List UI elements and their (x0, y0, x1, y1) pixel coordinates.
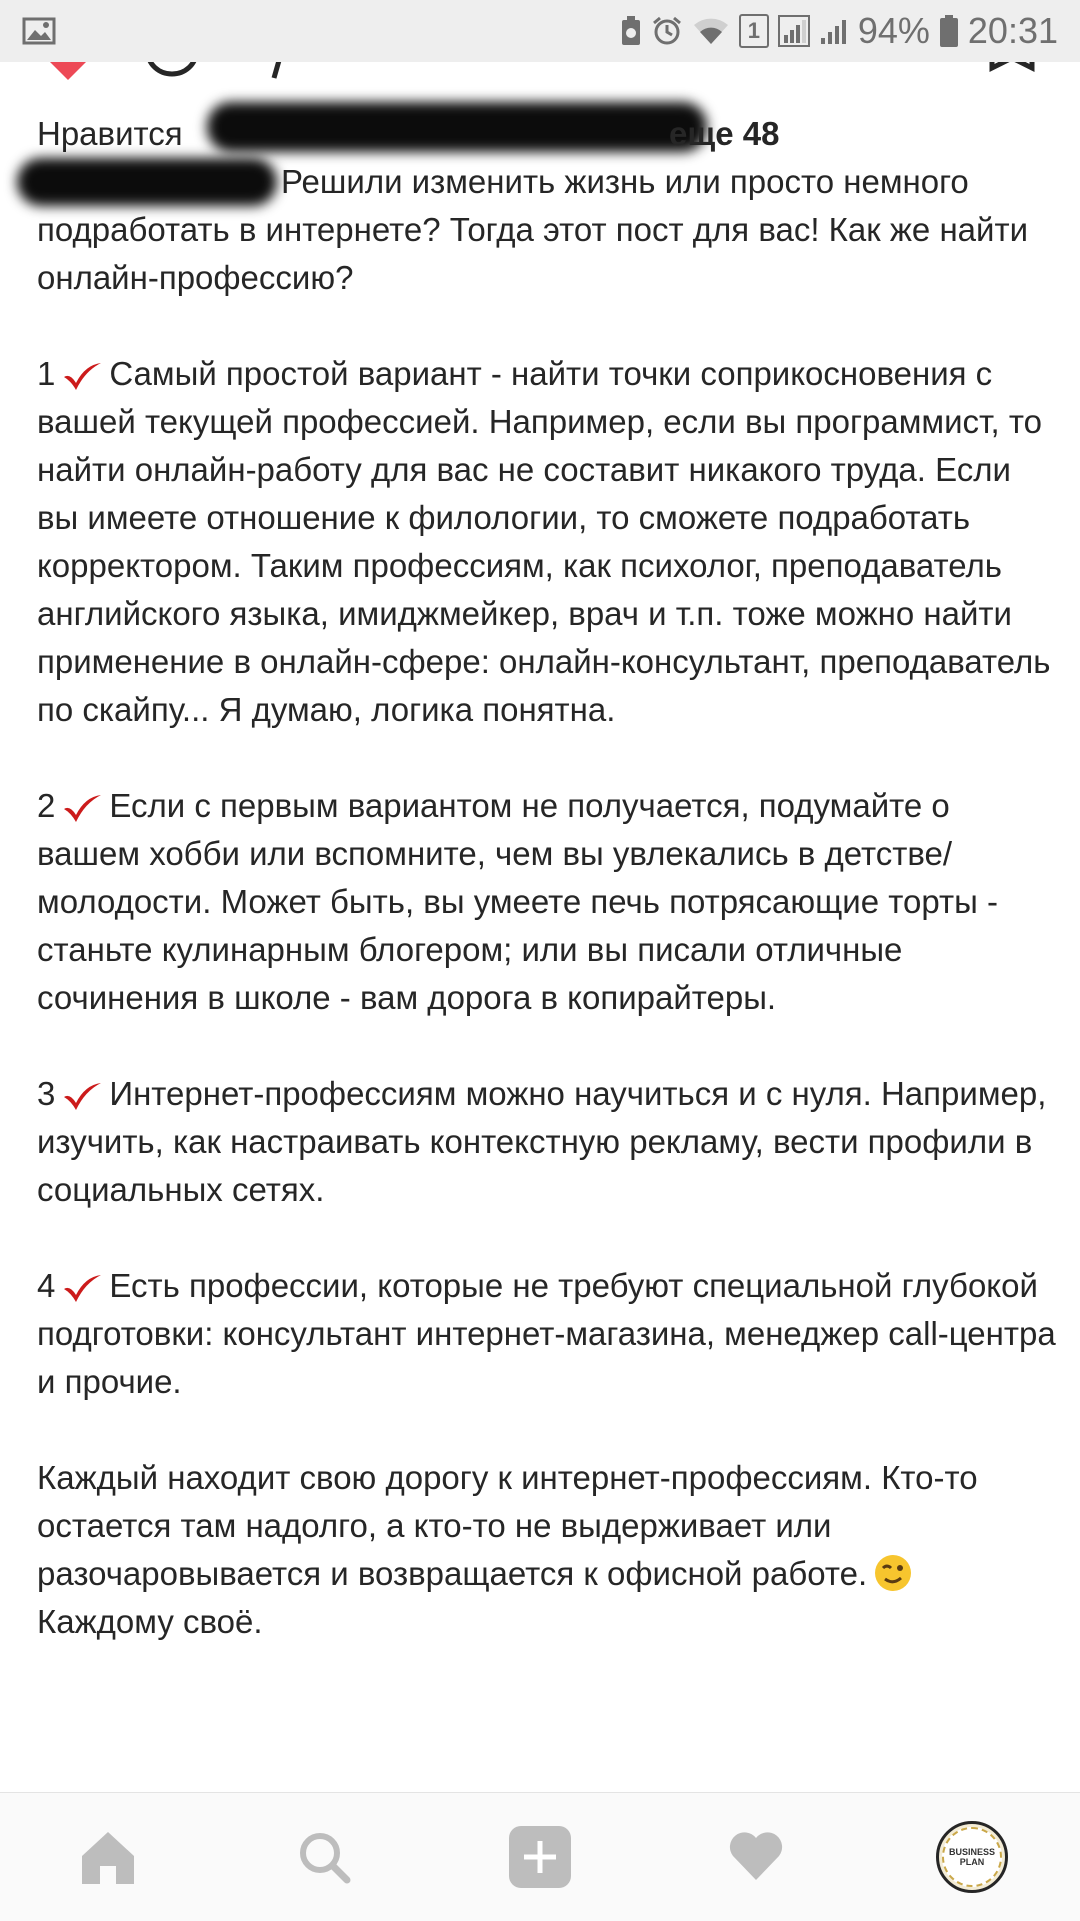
gallery-icon (22, 17, 56, 45)
check-mark-icon (61, 793, 103, 823)
like-heart-icon[interactable] (42, 62, 94, 80)
point-number: 4 (37, 1267, 56, 1304)
point-text: Интернет-профессиям можно научиться и с нуля. Например, изучить, как настраивать контекстную рекламу, вести профили в социальных сетях. (37, 1075, 1047, 1208)
activity-heart-icon (728, 1832, 784, 1882)
check-mark-icon (61, 1273, 103, 1303)
status-bar (0, 0, 1080, 62)
battery-saver-icon (620, 15, 642, 47)
redacted-usernames (207, 102, 707, 152)
nav-profile[interactable] (912, 1807, 1032, 1907)
list-item (37, 1070, 1057, 1214)
signal-icon (819, 16, 849, 46)
new-post-icon (509, 1826, 571, 1888)
list-item (37, 782, 1057, 1022)
wifi-icon (692, 16, 730, 46)
likes-line[interactable] (37, 110, 1057, 158)
list-item (37, 1262, 1057, 1406)
closing-last-line: Каждому своё. (37, 1603, 263, 1640)
nav-activity[interactable] (696, 1807, 816, 1907)
post-caption (37, 110, 1057, 1646)
point-number: 3 (37, 1075, 56, 1112)
bookmark-icon[interactable] (988, 62, 1036, 82)
profile-avatar (936, 1821, 1008, 1893)
point-text: Если с первым вариантом не получается, подумайте о вашем хобби или вспомните, чем вы увлекались в детстве/молодости. Может быть, вы умеете печь потрясающие торты - станьте кулинарным блогером; или вы писали отличные сочинения в школе - вам дорога в копирайтеры. (37, 787, 998, 1016)
home-icon (80, 1830, 136, 1884)
avatar-logo: BUSINESS PLAN (942, 1827, 1002, 1887)
check-mark-icon (61, 1081, 103, 1111)
check-mark-icon (61, 361, 103, 391)
nav-home[interactable] (48, 1807, 168, 1907)
battery-percent: 94% (857, 10, 930, 51)
likes-prefix: Нравится (37, 115, 183, 152)
nav-new-post[interactable] (480, 1807, 600, 1907)
caption-intro (37, 158, 1057, 302)
point-number: 2 (37, 787, 56, 824)
point-text: Есть профессии, которые не требуют специальной глубокой подготовки: консультант интернет-магазина, менеджер call-центра и прочие. (37, 1267, 1056, 1400)
alarm-icon (651, 15, 683, 47)
search-icon (297, 1830, 351, 1884)
battery-icon (939, 14, 959, 48)
bottom-navigation (0, 1792, 1080, 1921)
clock: 20:31 (967, 10, 1058, 51)
closing-text: Каждый находит свою дорогу к интернет-профессиям. Кто-то остается там надолго, а кто-то не выдерживает или разочаровывается и возвращается к офисной работе. (37, 1459, 978, 1592)
comment-icon[interactable] (142, 62, 202, 82)
post-action-row (0, 62, 1080, 84)
share-icon[interactable] (270, 62, 290, 82)
point-text: Самый простой вариант - найти точки соприкосновения с вашей текущей профессией. Например, если вы программист, то найти онлайн-работу для вас не составит никакого труда. Если вы имеете отношение к филологии, то сможете подработать корректором. Таким профессиям, как психолог, преподаватель английского языка, имиджмейкер, врач и т.п. тоже можно найти применение в онлайн-сфере: онлайн-консультант, преподаватель по скайпу... Я думаю, логика понятна. (37, 355, 1051, 728)
winking-face-emoji-icon (873, 1553, 913, 1593)
signal-icon (778, 15, 810, 47)
redacted-author (17, 158, 277, 206)
sim-icon: 1 (739, 14, 769, 48)
point-number: 1 (37, 355, 56, 392)
list-item (37, 350, 1057, 734)
nav-search[interactable] (264, 1807, 384, 1907)
caption-closing (37, 1454, 1057, 1598)
likes-count: еще 48 (669, 115, 780, 152)
caption-intro-text: Решили изменить жизнь или просто немного подработать в интернете? Тогда этот пост для вас! Как же найти онлайн-профессию? (37, 163, 1029, 296)
